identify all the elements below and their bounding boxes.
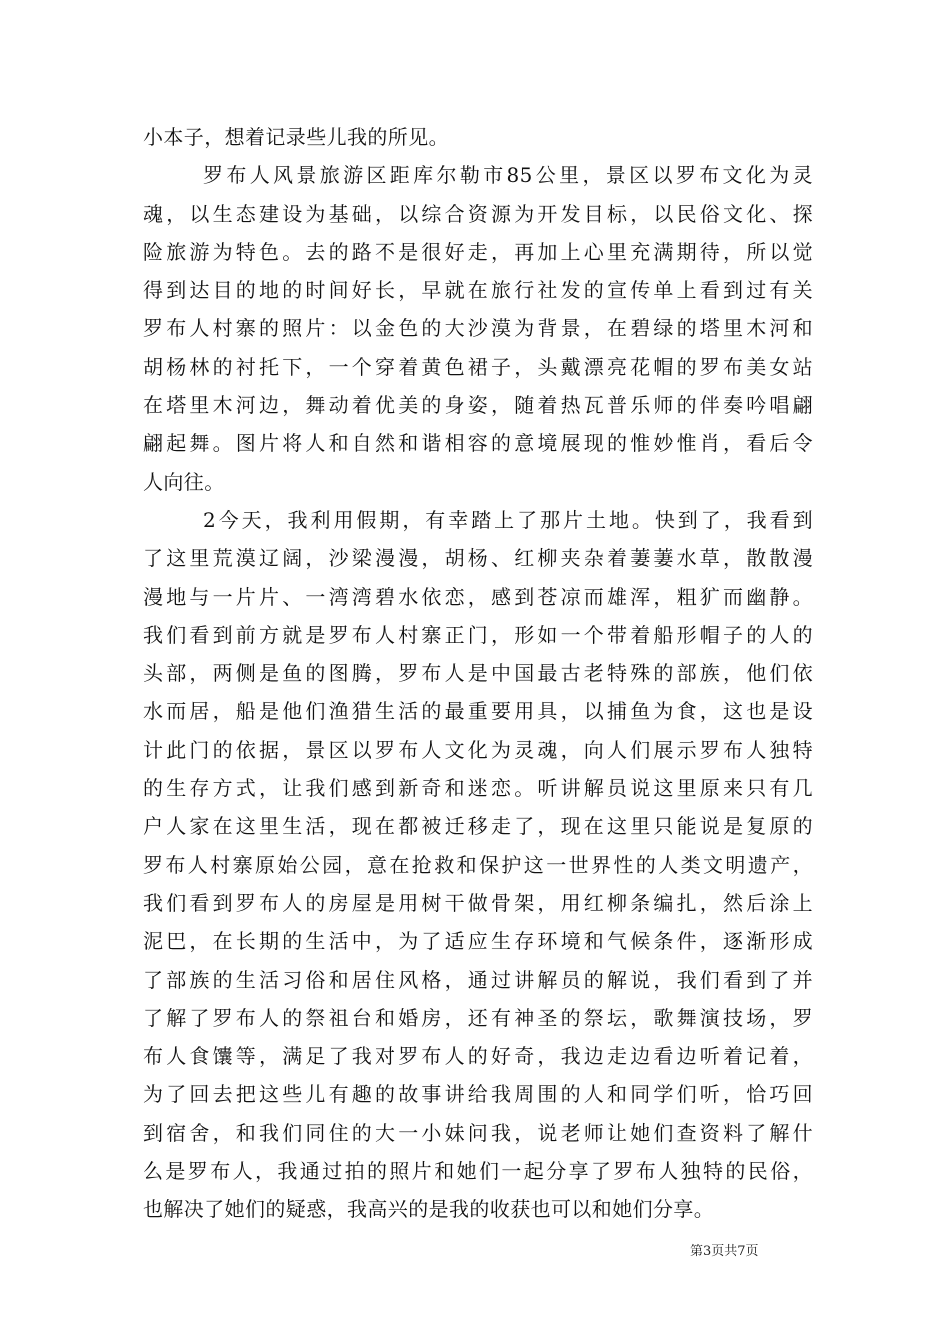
text-line: 泥巴，在长期的生活中，为了适应生存环境和气候条件，逐渐形成 — [143, 929, 813, 954]
text-line: 得到达目的地的时间好长，早就在旅行社发的宣传单上看到过有关 — [143, 278, 813, 303]
text-line: 水而居，船是他们渔猎生活的最重要用具，以捕鱼为食，这也是设 — [143, 699, 813, 724]
text-line: 布人食馕等，满足了我对罗布人的好奇，我边走边看边听着记着， — [143, 1044, 813, 1069]
page-number: 第3页共7页 — [690, 1244, 759, 1259]
text-line: 也解决了她们的疑惑，我高兴的是我的收获也可以和她们分享。 — [143, 1197, 715, 1222]
text-line: 了部族的生活习俗和居住风格，通过讲解员的解说，我们看到了并 — [143, 967, 813, 992]
paragraph-first-line: 2今天，我利用假期，有幸踏上了那片土地。快到了，我看到 — [203, 507, 813, 532]
text-line: 的生存方式，让我们感到新奇和迷恋。听讲解员说这里原来只有几 — [143, 776, 813, 801]
paragraph-first-line: 罗布人风景旅游区距库尔勒市85公里，景区以罗布文化为灵 — [203, 163, 813, 188]
text-line: 我们看到前方就是罗布人村寨正门，形如一个带着船形帽子的人的 — [143, 622, 813, 647]
text-line: 了解了罗布人的祭祖台和婚房，还有神圣的祭坛，歌舞演技场，罗 — [143, 1005, 813, 1030]
text-line: 头部，两侧是鱼的图腾，罗布人是中国最古老特殊的部族，他们依 — [143, 661, 813, 686]
text-line: 么是罗布人，我通过拍的照片和她们一起分享了罗布人独特的民俗， — [143, 1159, 813, 1184]
text-line: 险旅游为特色。去的路不是很好走，再加上心里充满期待，所以觉 — [143, 239, 813, 264]
text-line: 人向往。 — [143, 469, 225, 494]
text-line: 为了回去把这些儿有趣的故事讲给我周围的人和同学们听，恰巧回 — [143, 1082, 813, 1107]
text-line: 翩起舞。图片将人和自然和谐相容的意境展现的惟妙惟肖，看后令 — [143, 431, 813, 456]
text-line: 在塔里木河边，舞动着优美的身姿，随着热瓦普乐师的伴奏吟唱翩 — [143, 393, 813, 418]
text-line: 罗布人村寨的照片：以金色的大沙漠为背景，在碧绿的塔里木河和 — [143, 316, 813, 341]
text-line: 户人家在这里生活，现在都被迁移走了，现在这里只能说是复原的 — [143, 814, 813, 839]
text-line: 到宿舍，和我们同住的大一小妹问我，说老师让她们查资料了解什 — [143, 1120, 813, 1145]
text-line: 小本子，想着记录些儿我的所见。 — [143, 125, 449, 149]
text-line: 漫地与一片片、一湾湾碧水依恋，感到苍凉而雄浑，粗犷而幽静。 — [143, 584, 813, 609]
text-line: 胡杨林的衬托下，一个穿着黄色裙子，头戴漂亮花帽的罗布美女站 — [143, 354, 813, 379]
text-line: 罗布人村寨原始公园，意在抢救和保护这一世界性的人类文明遗产， — [143, 852, 813, 877]
text-line: 我们看到罗布人的房屋是用树干做骨架，用红柳条编扎，然后涂上 — [143, 890, 813, 915]
text-line: 了这里荒漠辽阔，沙梁漫漫，胡杨、红柳夹杂着萋萋水草，散散漫 — [143, 546, 813, 571]
text-line: 计此门的依据，景区以罗布人文化为灵魂，向人们展示罗布人独特 — [143, 737, 813, 762]
document-body — [143, 118, 813, 1229]
text-line: 魂，以生态建设为基础，以综合资源为开发目标，以民俗文化、探 — [143, 201, 813, 226]
